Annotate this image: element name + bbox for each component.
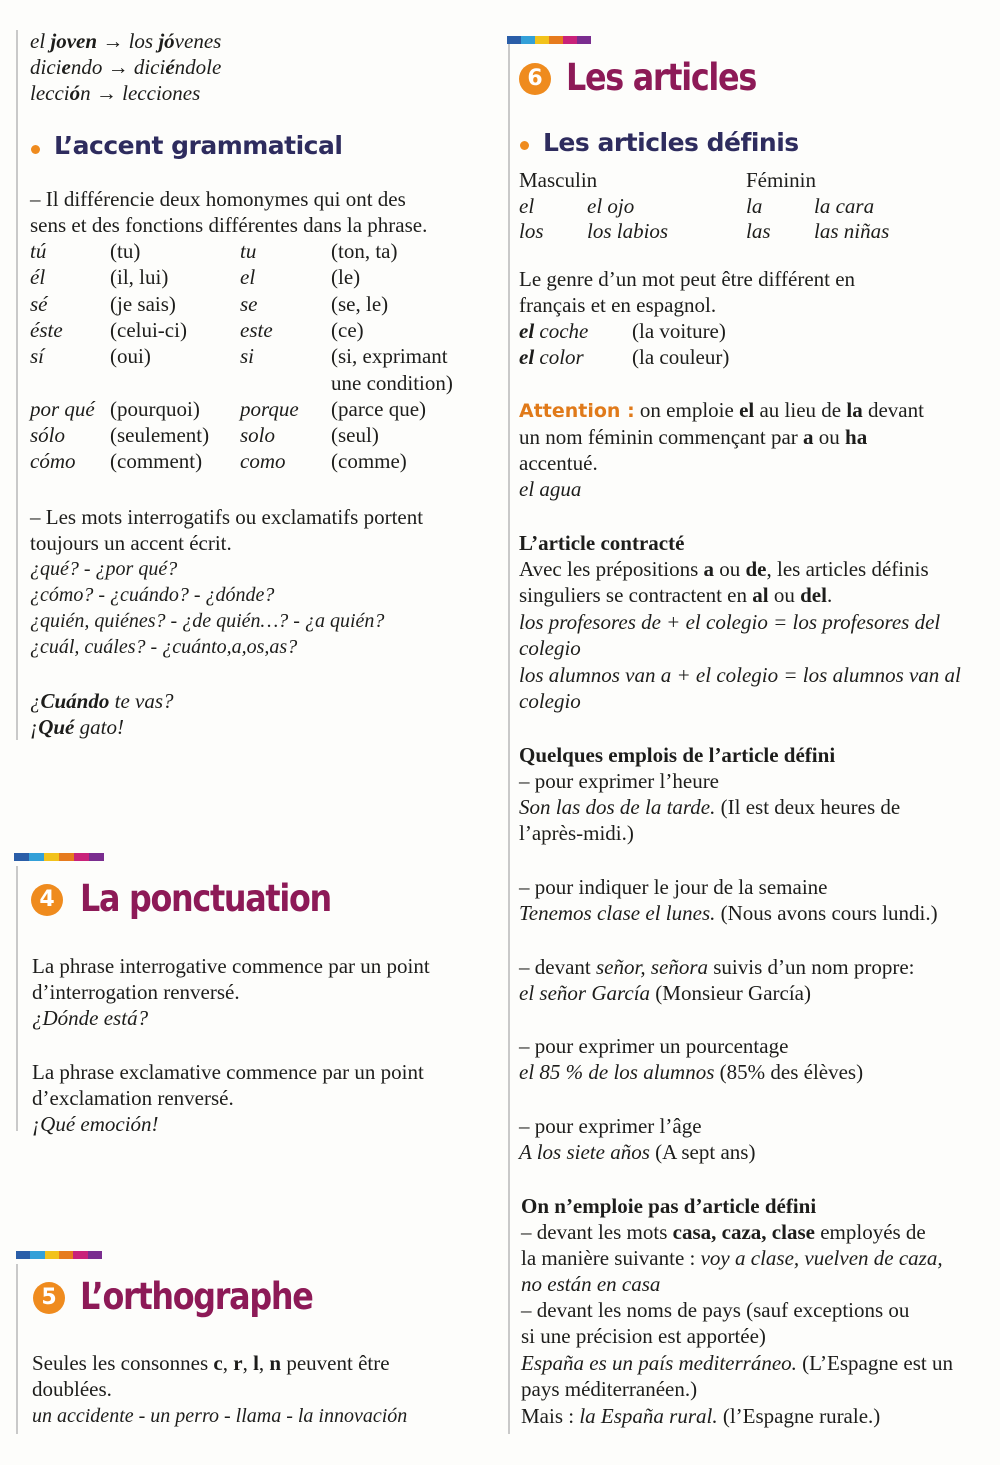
plural-example: el joven → los jóvenes [30,29,222,53]
homonym-word: como [240,449,286,474]
homonym-translation: (se, le) [331,291,389,316]
homonym-word: éste [30,317,63,342]
noart-text: si une précision est apportée) [521,1324,766,1348]
emploi-item: – pour exprimer l’âge [519,1114,702,1138]
interrog-example: ¿cuál, cuáles? - ¿cuánto,a,os,as? [30,636,298,658]
punct-example: ¿Dónde está? [32,1006,149,1030]
ortho-text: doublées. [32,1377,112,1401]
emploi-example: el señor García (Monsieur García) [519,981,811,1005]
article-form: la [746,194,763,218]
emploi-item: – pour exprimer l’heure [519,769,720,793]
noart-heading: On n’emploie pas d’article défini [521,1194,817,1218]
homonym-word: porque [240,396,299,421]
homonym-word: el [240,265,256,290]
noart-text: España es un país mediterráneo. (L’Espagne est un [521,1351,954,1375]
example-exclamation: ¡Qué gato! [30,715,124,739]
homonym-word: tu [240,239,257,263]
accent-intro-2: sens et des fonctions différentes dans la phrase. [30,213,428,237]
bullet-icon [31,145,40,154]
contracte-example: los alumnos van a + el colegio = los alumnos van al [519,663,961,687]
emplois-heading: Quelques emplois de l’article défini [519,743,836,767]
bullet-icon [520,141,529,150]
noart-text: pays méditerranéen.) [521,1377,698,1401]
interrog-example: ¿quién, quiénes? - ¿de quién…? - ¿a quién? [30,610,385,632]
article-form: las [746,219,771,243]
genre-text: Le genre d’un mot peut être différent en [519,267,856,291]
emploi-example: el 85 % de los alumnos (85% des élèves) [519,1060,864,1084]
section-number-badge: 6 [519,63,551,95]
emploi-example: l’après-midi.) [519,821,634,845]
accent-heading: L’accent grammatical [54,131,343,160]
homonym-word: este [240,317,273,342]
left-column-rule-3 [16,1264,18,1434]
interrog-example: ¿cómo? - ¿cuándo? - ¿dónde? [30,584,275,606]
homonym-translation: (tu) [110,239,141,263]
emploi-example: Son las dos de la tarde. (Il est deux heures de [519,795,901,819]
section-color-bar [14,853,104,861]
genre-example: el coche [519,319,589,343]
noart-text: Mais : la España rural. (l’Espagne rurale.) [521,1404,881,1428]
feminin-label: Féminin [746,168,817,192]
right-column-rule [508,44,510,1434]
homonym-translation: une condition) [331,370,453,395]
plural-example: lección → lecciones [30,81,201,105]
article-form: el [519,194,535,218]
contracte-text: singuliers se contractent en al ou del. [519,583,833,607]
emploi-example: A los siete años (A sept ans) [519,1140,756,1164]
homonym-word: tú [30,239,47,263]
homonym-translation: (si, exprimant [331,344,448,369]
attention-example: el agua [519,477,582,501]
section-color-bar [507,36,591,44]
noart-text: la manière suivante : voy a clase, vuelven de caza, [521,1246,943,1270]
homonym-word: sí [30,344,45,369]
homonym-word: por qué [30,396,95,421]
genre-translation: (la couleur) [632,345,730,369]
attention-label: Attention : [519,400,635,422]
section-title: Les articles [566,56,756,99]
emploi-item: – devant señor, señora suivis d’un nom propre: [519,955,915,979]
homonym-word: se [240,291,258,316]
noart-text: no están en casa [521,1272,661,1296]
homonym-translation: (ce) [331,317,364,342]
section-number-badge: 4 [31,884,63,916]
emploi-item: – pour indiquer le jour de la semaine [519,875,828,899]
homonym-translation: (comment) [110,449,203,474]
contracte-example: colegio [519,689,581,713]
genre-translation: (la voiture) [632,319,726,343]
emploi-item: – pour exprimer un pourcentage [519,1034,789,1058]
article-example: la cara [814,194,875,218]
punct-example: ¡Qué emoción! [32,1112,159,1136]
homonym-translation: (le) [331,265,361,290]
homonym-translation: (oui) [110,344,151,369]
homonym-translation: (il, lui) [110,265,169,290]
punct-text: La phrase interrogative commence par un point [32,954,430,978]
contracte-example: los profesores de + el colegio = los profesores del [519,610,941,634]
left-column-rule [16,30,18,740]
contracte-heading: L’article contracté [519,531,685,555]
contracte-example: colegio [519,636,581,660]
homonym-translation: (ton, ta) [331,239,398,263]
homonym-word: sólo [30,423,66,448]
section-title: L’orthographe [80,1275,313,1318]
section-color-bar [16,1251,102,1259]
section-title: La ponctuation [80,877,331,920]
emploi-example: Tenemos clase el lunes. (Nous avons cours lundi.) [519,901,938,925]
left-column-rule-2 [16,866,18,1131]
example-question: ¿Cuándo te vas? [30,689,174,713]
attention-note: un nom féminin commençant par a ou ha [519,425,868,449]
attention-note: accentué. [519,451,598,475]
accent-intro-1: – Il différencie deux homonymes qui ont des [30,187,406,211]
masculin-label: Masculin [519,168,598,192]
article-example: los labios [587,219,669,243]
homonym-translation: (comme) [331,449,407,474]
interrog-intro-2: toujours un accent écrit. [30,531,232,555]
homonym-translation: (pourquoi) [110,396,200,421]
genre-text: français et en espagnol. [519,293,717,317]
homonym-translation: (celui-ci) [110,317,187,342]
homonym-word: cómo [30,449,76,474]
homonym-translation: (parce que) [331,396,427,421]
article-example: las niñas [814,219,890,243]
interrog-example: ¿qué? - ¿por qué? [30,558,178,580]
homonym-word: solo [240,423,276,448]
homonym-word: sé [30,291,48,316]
noart-text: – devant les mots casa, caza, clase employés de [521,1220,926,1244]
plural-example: diciendo → diciéndole [30,55,222,79]
ortho-example: un accidente - un perro - llama - la innovación [32,1405,408,1427]
homonym-word: él [30,265,46,290]
interrog-intro-1: – Les mots interrogatifs ou exclamatifs portent [30,505,424,529]
article-form: los [519,219,544,243]
homonym-translation: (je sais) [110,291,176,316]
punct-text: d’interrogation renversé. [32,980,240,1004]
section-number-badge: 5 [33,1282,65,1314]
homonym-translation: (seul) [331,423,379,448]
attention-note: Attention : on emploie el au lieu de la devant [519,398,924,422]
contracte-text: Avec les prépositions a ou de, les articles définis [519,557,929,581]
punct-text: La phrase exclamative commence par un point [32,1060,424,1084]
ortho-text: Seules les consonnes c, r, l, n peuvent être [32,1351,390,1375]
noart-text: – devant les noms de pays (sauf exceptions ou [521,1298,910,1322]
article-example: el ojo [587,194,635,218]
homonym-word: si [240,344,255,369]
punct-text: d’exclamation renversé. [32,1086,234,1110]
defined-articles-heading: Les articles définis [543,128,799,157]
genre-example: el color [519,345,584,369]
homonym-translation: (seulement) [110,423,210,448]
